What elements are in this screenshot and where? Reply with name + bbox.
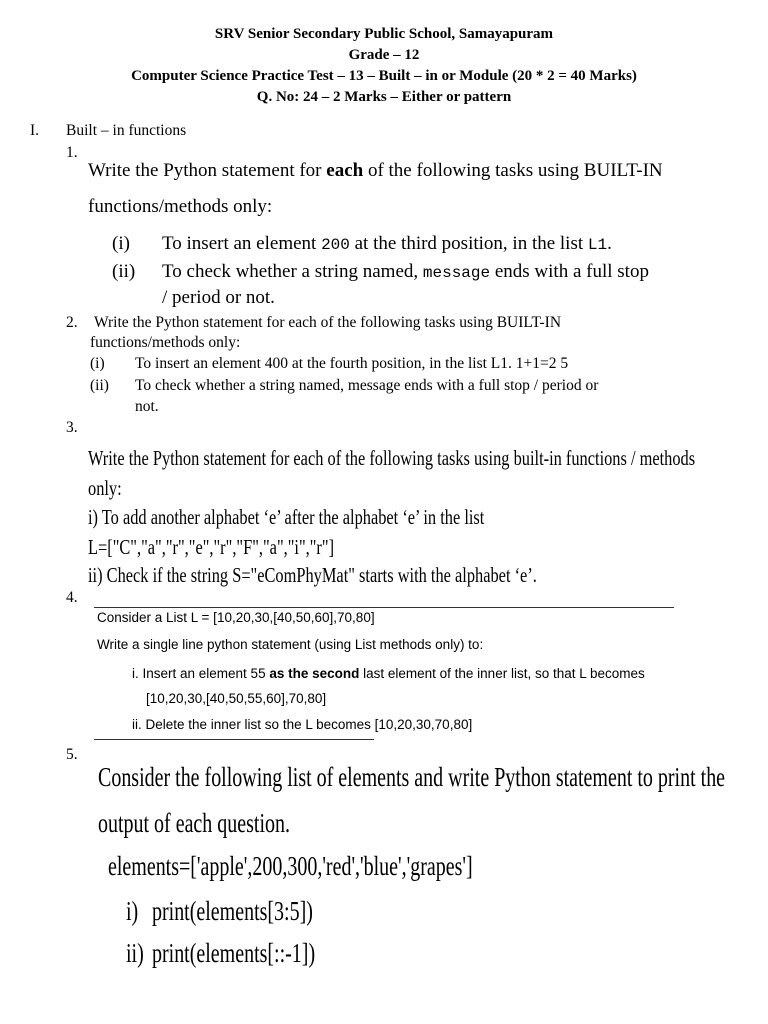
q4-bottom-rule [94, 739, 374, 740]
q1-ii-text-line2: / period or not. [162, 287, 275, 308]
q1-intro [88, 160, 663, 182]
q1-i-code-list: L1 [587, 236, 608, 254]
q5-i-code: print(elements[3:5]) [152, 896, 313, 926]
grade-label: Grade – 12 [348, 47, 420, 63]
q3-line2: only: [88, 476, 122, 500]
q1-i-text: To insert an element 200 at the third position, in the list L1. [162, 233, 612, 254]
q1-ii-label: (ii) [112, 261, 136, 282]
q4-top-rule [94, 607, 674, 608]
q5-ii-code: print(elements[::-1]) [152, 938, 316, 968]
q4-line4: [10,20,30,[40,50,55,60],70,80] [146, 691, 327, 706]
q4-line5: ii. Delete the inner list so the L becomes [10,20,30,70,80] [132, 717, 473, 732]
q3-line1: Write the Python statement for each of the following tasks using built-in functions / methods [88, 446, 696, 470]
q2-ii-text-line2: not. [135, 398, 159, 415]
q1-ii-text: To check whether a string named, message ends with a full stop [162, 261, 649, 282]
q5-elements-list: elements=['apple',200,300,'red','blue','grapes'] [108, 851, 473, 881]
q3-line5: ii) Check if the string S="eComPhyMat" starts with the alphabet ‘e’. [88, 563, 537, 587]
q3-line3: i) To add another alphabet ‘e’ after the alphabet ‘e’ in the list [88, 505, 485, 529]
q4-line3: i. Insert an element 55 as the second last element of the inner list, so that L becomes [132, 666, 645, 681]
q2-i-label: (i) [90, 355, 105, 372]
q5-number: 5. [66, 746, 78, 763]
q4-line1: Consider a List L = [10,20,30,[40,50,60],70,80] [97, 610, 375, 625]
q5-i-label: i) [126, 896, 139, 926]
q2-ii-label: (ii) [90, 377, 109, 394]
q1-i-label: (i) [112, 233, 130, 254]
q5-line1: Consider the following list of elements and write Python statement to print the [98, 762, 726, 792]
q2-ii-text: To check whether a string named, message ends with a full stop / period or [135, 377, 599, 394]
q2-line2: functions/methods only: [90, 334, 241, 351]
q3-list: L=["C","a","r","e","r","F","a","i","r"] [88, 535, 335, 559]
q3-number: 3. [66, 419, 78, 436]
school-name: SRV Senior Secondary Public School, Samayapuram [214, 26, 554, 42]
test-title: Computer Science Practice Test – 13 – Built – in or Module (20 * 2 = 40 Marks) [131, 68, 637, 84]
q1-intro-a: Write the Python statement for [88, 160, 327, 181]
section-title: Built – in functions [66, 122, 187, 139]
q2-line1: Write the Python statement for each of the following tasks using BUILT-IN [94, 314, 562, 331]
q2-number: 2. [66, 314, 78, 331]
q5-line2: output of each question. [98, 808, 290, 838]
question-pattern: Q. No: 24 – 2 Marks – Either or pattern [256, 89, 512, 105]
q1-intro-line2: functions/methods only: [88, 196, 273, 217]
q4-line2: Write a single line python statement (using List methods only) to: [97, 637, 484, 652]
q1-number: 1. [66, 144, 78, 161]
q1-i-code-value: 200 [321, 236, 350, 254]
school-header [0, 26, 768, 112]
q5-ii-label: ii) [126, 938, 144, 968]
q2-i-text: To insert an element 400 at the fourth position, in the list L1. 1+1=2 5 [135, 355, 569, 372]
q1-intro-bold: each [326, 160, 364, 181]
q4-number: 4. [66, 589, 78, 606]
section-numeral: I. [30, 122, 40, 139]
q1-intro-b: of the following tasks using BUILT-IN [363, 160, 663, 181]
q1-ii-code: message [422, 264, 491, 282]
